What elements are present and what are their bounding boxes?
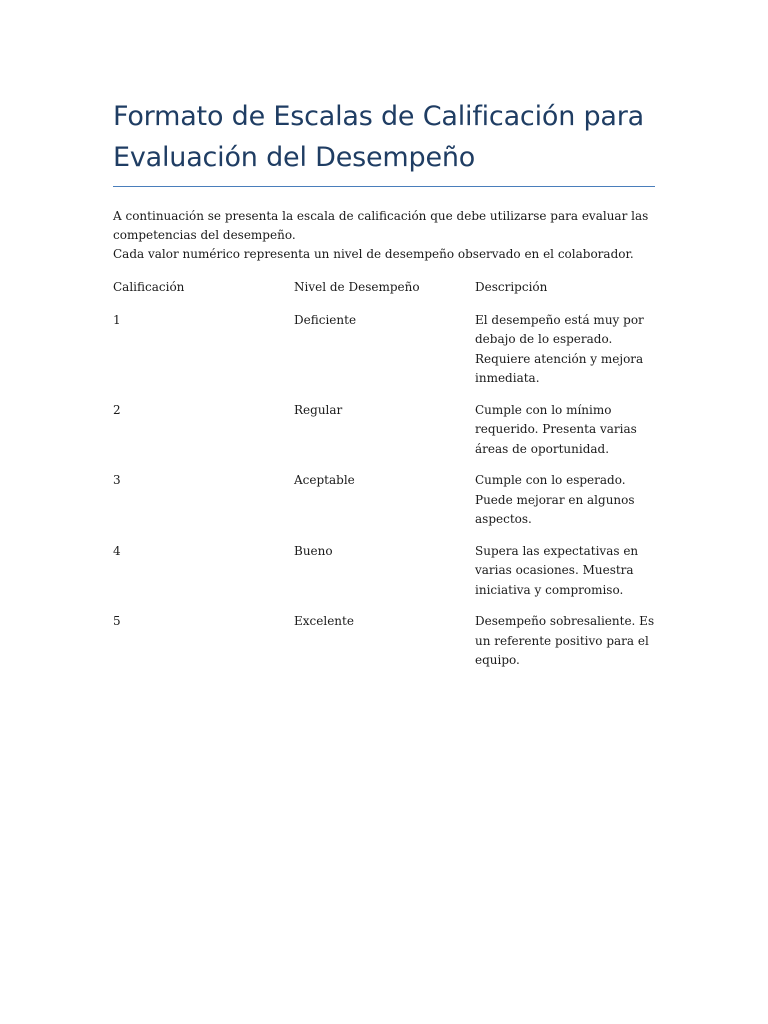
cell-rating: 5: [113, 614, 121, 628]
cell-description: El desempeño está muy por debajo de lo esperado. Requiere atención y mejora inmediata.: [475, 312, 644, 385]
table-row: [113, 612, 655, 683]
document-title: [113, 96, 655, 178]
title-divider: [113, 186, 655, 187]
header-level: Nivel de Desempeño: [294, 280, 420, 294]
table-row: [113, 401, 655, 472]
cell-level: Regular: [294, 402, 343, 417]
intro-paragraph-1: A continuación se presenta la escala de calificación que debe utilizarse para evaluar las competencias del desempeño.: [113, 209, 649, 242]
cell-level: Bueno: [294, 543, 333, 558]
header-rating: Calificación: [113, 280, 185, 294]
document-page: [113, 96, 655, 683]
cell-level: Aceptable: [294, 473, 355, 487]
cell-description: Cumple con lo esperado. Puede mejorar en algunos aspectos.: [475, 473, 635, 526]
cell-rating: 4: [113, 543, 121, 558]
title-line-1: Formato de Escalas de Calificación para: [113, 101, 645, 132]
cell-rating: 1: [113, 312, 121, 327]
cell-description: Desempeño sobresaliente. Es un referente positivo para el equipo.: [475, 614, 655, 667]
header-description: Descripción: [475, 280, 548, 294]
cell-description: Supera las expectativas en varias ocasiones. Muestra iniciativa y compromiso.: [475, 543, 639, 597]
rating-scale-table: [113, 278, 655, 683]
title-line-2: Evaluación del Desempeño: [113, 142, 476, 173]
cell-rating: 3: [113, 473, 121, 487]
table-row: [113, 542, 655, 613]
intro-paragraph-2: Cada valor numérico representa un nivel de desempeño observado en el colaborador.: [113, 247, 634, 261]
intro-text: [113, 207, 655, 264]
cell-description: Cumple con lo mínimo requerido. Presenta varias áreas de oportunidad.: [475, 402, 637, 456]
table-row: [113, 471, 655, 542]
cell-rating: 2: [113, 402, 121, 417]
table-row: [113, 311, 655, 401]
table-header-row: [113, 278, 655, 311]
cell-level: Deficiente: [294, 312, 357, 327]
cell-level: Excelente: [294, 614, 354, 628]
